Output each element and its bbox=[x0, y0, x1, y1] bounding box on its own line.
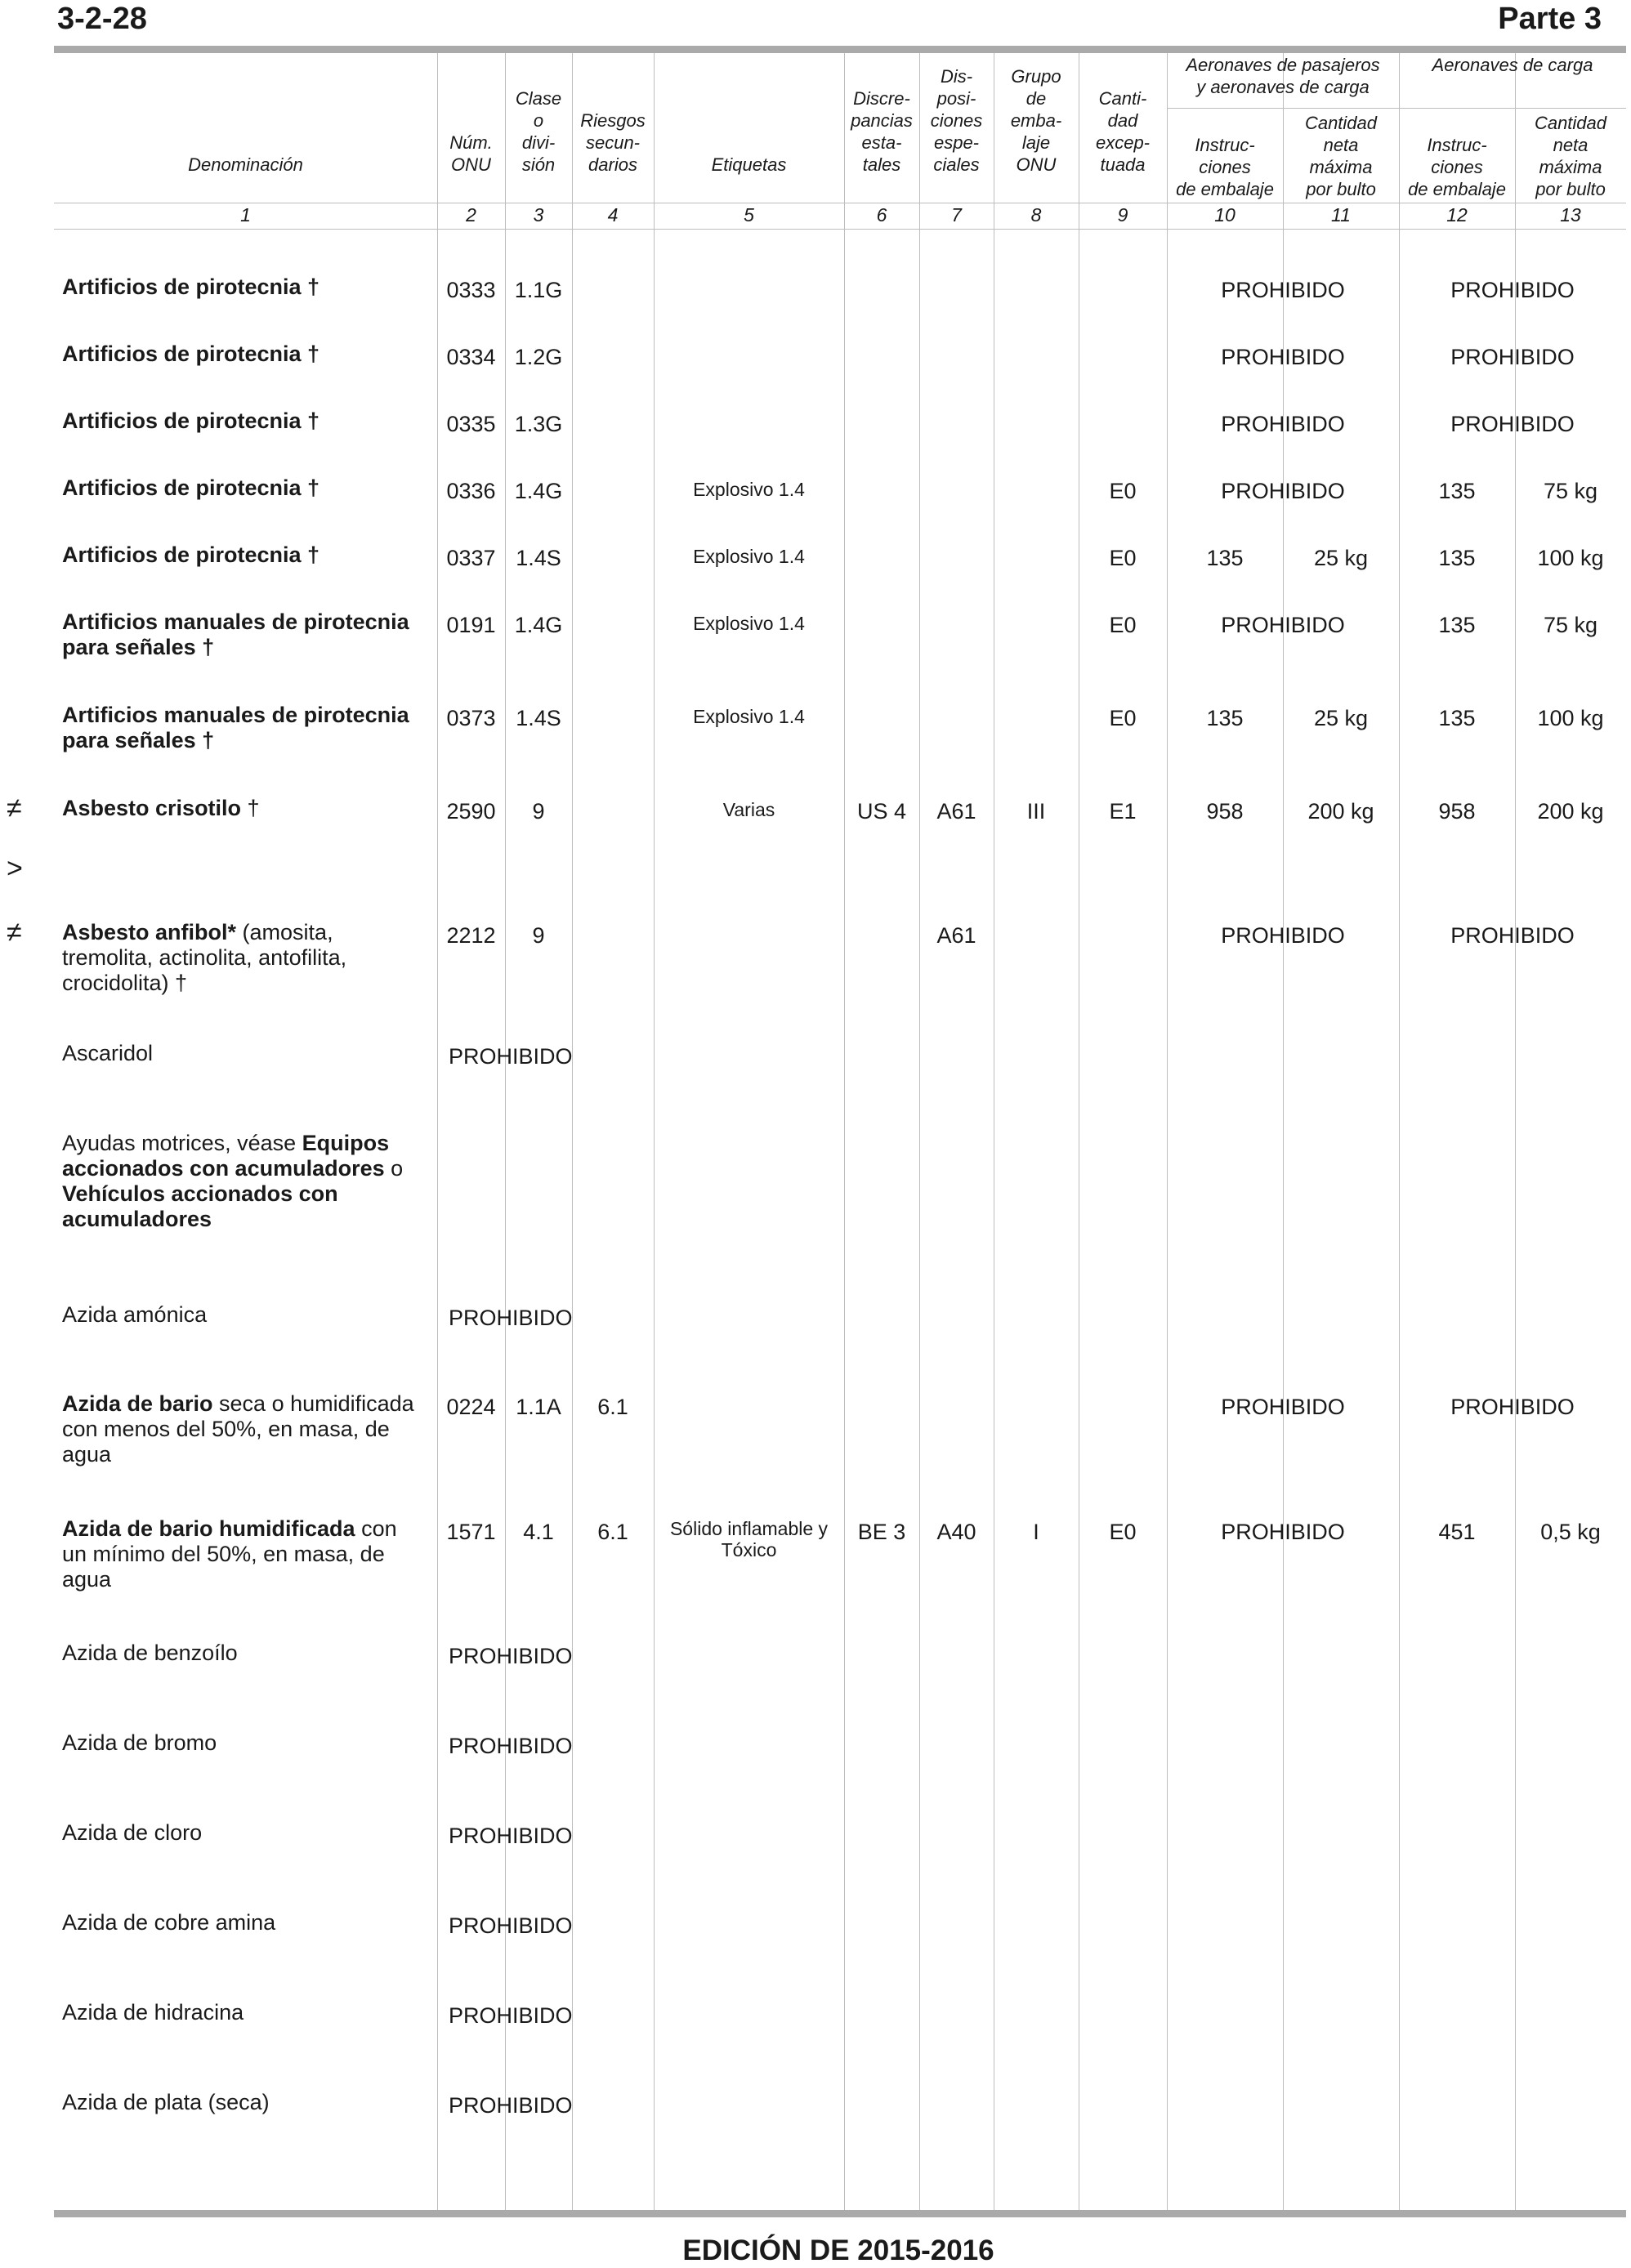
header-num-onu: Núm. ONU bbox=[449, 132, 493, 175]
excepted-quantity: E0 bbox=[1109, 546, 1137, 570]
header-carga-group: Aeronaves de carga bbox=[1432, 55, 1593, 75]
class-division: 1.4G bbox=[514, 613, 563, 637]
entry-name: Azida de cloro bbox=[62, 1820, 203, 1845]
passenger-prohibited: PROHIBIDO bbox=[1221, 412, 1345, 436]
entry-name: Ascaridol bbox=[62, 1041, 154, 1065]
passenger-max-net-quantity: 25 kg bbox=[1313, 546, 1369, 570]
passenger-prohibited: PROHIBIDO bbox=[1221, 613, 1345, 637]
header-etiquetas: Etiquetas bbox=[711, 154, 787, 175]
change-mark-not-equal: ≠ bbox=[7, 792, 22, 824]
cargo-packing-instruction: 135 bbox=[1438, 706, 1476, 730]
class-division: 1.1G bbox=[514, 278, 563, 302]
passenger-prohibited: PROHIBIDO bbox=[1221, 923, 1345, 948]
entry-name: Artificios de pirotecnia † bbox=[62, 409, 320, 433]
cargo-prohibited: PROHIBIDO bbox=[1450, 923, 1575, 948]
special-provision: A40 bbox=[936, 1520, 976, 1544]
change-mark-greater: > bbox=[7, 853, 23, 884]
header-cantidad-neta-cao: Cantidad neta máxima por bulto bbox=[1534, 113, 1607, 199]
class-division: 1.1A bbox=[516, 1395, 561, 1419]
change-mark-not-equal: ≠ bbox=[7, 917, 22, 948]
bottom-rule bbox=[54, 2210, 1626, 2217]
header-grupo: Grupo de emba- laje ONU bbox=[1010, 66, 1062, 175]
entry-name: Artificios manuales de pirotecnia para señales † bbox=[62, 609, 409, 659]
un-number: 0333 bbox=[446, 278, 496, 302]
passenger-prohibited: PROHIBIDO bbox=[1221, 1395, 1345, 1419]
entry-name: Artificios manuales de pirotecnia para señales † bbox=[62, 703, 409, 752]
hazard-label: Sólido inflamable y Tóxico bbox=[669, 1518, 829, 1560]
un-number: 2590 bbox=[446, 799, 496, 824]
entry-name: Azida de bario humidificada con un mínimo del 50%, en masa, de agua bbox=[62, 1516, 397, 1592]
cargo-max-net-quantity: 75 kg bbox=[1543, 613, 1598, 637]
excepted-quantity: E0 bbox=[1109, 613, 1137, 637]
passenger-packing-instruction: 135 bbox=[1206, 706, 1244, 730]
prohibited-status: PROHIBIDO bbox=[449, 1644, 573, 1668]
hazard-label: Explosivo 1.4 bbox=[693, 479, 805, 500]
cargo-packing-instruction: 135 bbox=[1438, 613, 1476, 637]
passenger-prohibited: PROHIBIDO bbox=[1221, 345, 1345, 369]
header-clase: Clase o divi- sión bbox=[515, 88, 562, 175]
cargo-max-net-quantity: 100 kg bbox=[1537, 706, 1604, 730]
un-number: 0224 bbox=[446, 1395, 496, 1419]
prohibited-status: PROHIBIDO bbox=[449, 1044, 573, 1069]
top-rule bbox=[54, 46, 1626, 53]
packing-group: I bbox=[1033, 1520, 1039, 1544]
class-division: 1.3G bbox=[514, 412, 563, 436]
header-disposiciones: Dis- posi- ciones espe- ciales bbox=[930, 66, 983, 175]
passenger-max-net-quantity: 200 kg bbox=[1307, 799, 1374, 824]
prohibited-status: PROHIBIDO bbox=[449, 1824, 573, 1848]
class-division: 4.1 bbox=[523, 1520, 554, 1544]
excepted-quantity: E0 bbox=[1109, 1520, 1137, 1544]
special-provision: A61 bbox=[936, 923, 976, 948]
passenger-prohibited: PROHIBIDO bbox=[1221, 1520, 1345, 1544]
subsidiary-risk: 6.1 bbox=[597, 1520, 628, 1544]
header-cantidad: Canti- dad excep- tuada bbox=[1095, 88, 1151, 175]
cargo-max-net-quantity: 75 kg bbox=[1543, 479, 1598, 503]
un-number: 0337 bbox=[446, 546, 496, 570]
passenger-prohibited: PROHIBIDO bbox=[1221, 278, 1345, 302]
passenger-max-net-quantity: 25 kg bbox=[1313, 706, 1369, 730]
cargo-prohibited: PROHIBIDO bbox=[1450, 278, 1575, 302]
prohibited-status: PROHIBIDO bbox=[449, 1913, 573, 1938]
header-discrepancias: Discre- pancias esta- tales bbox=[851, 88, 913, 175]
excepted-quantity: E0 bbox=[1109, 479, 1137, 503]
cross-reference-entry: Ayudas motrices, véase Equipos accionados con acumuladores o Vehículos accionados con acumuladores bbox=[62, 1131, 404, 1231]
un-number: 2212 bbox=[446, 923, 496, 948]
header-instrucciones-cao: Instruc- ciones de embalaje bbox=[1408, 135, 1506, 199]
cargo-max-net-quantity: 200 kg bbox=[1537, 799, 1604, 824]
un-number: 0336 bbox=[446, 479, 496, 503]
excepted-quantity: E0 bbox=[1109, 706, 1137, 730]
entry-name: Artificios de pirotecnia † bbox=[62, 542, 320, 567]
cargo-packing-instruction: 958 bbox=[1438, 799, 1476, 824]
class-division: 1.4S bbox=[516, 706, 561, 730]
un-number: 1571 bbox=[446, 1520, 496, 1544]
passenger-prohibited: PROHIBIDO bbox=[1221, 479, 1345, 503]
header-instrucciones-pax: Instruc- ciones de embalaje bbox=[1176, 135, 1274, 199]
page-number: 3-2-28 bbox=[57, 2, 147, 36]
hazard-label: Explosivo 1.4 bbox=[693, 546, 805, 567]
cargo-prohibited: PROHIBIDO bbox=[1450, 1395, 1575, 1419]
class-division: 9 bbox=[532, 923, 545, 948]
hazard-label: Varias bbox=[722, 799, 775, 820]
class-division: 1.4G bbox=[514, 479, 563, 503]
class-division: 1.2G bbox=[514, 345, 563, 369]
subsidiary-risk: 6.1 bbox=[597, 1395, 628, 1419]
edition-footer: EDICIÓN DE 2015-2016 bbox=[682, 2235, 994, 2266]
passenger-packing-instruction: 958 bbox=[1206, 799, 1244, 824]
hazard-label: Explosivo 1.4 bbox=[693, 706, 805, 727]
entry-name: Azida de bario seca o humidificada con menos del 50%, en masa, de agua bbox=[62, 1391, 414, 1467]
passenger-packing-instruction: 135 bbox=[1206, 546, 1244, 570]
cargo-prohibited: PROHIBIDO bbox=[1450, 412, 1575, 436]
prohibited-status: PROHIBIDO bbox=[449, 1734, 573, 1758]
entry-name: Artificios de pirotecnia † bbox=[62, 342, 320, 366]
cargo-max-net-quantity: 0,5 kg bbox=[1540, 1520, 1601, 1544]
prohibited-status: PROHIBIDO bbox=[449, 1306, 573, 1330]
class-division: 1.4S bbox=[516, 546, 561, 570]
entry-name: Azida de plata (seca) bbox=[62, 2090, 270, 2114]
un-number: 0335 bbox=[446, 412, 496, 436]
un-number: 0334 bbox=[446, 345, 496, 369]
cargo-prohibited: PROHIBIDO bbox=[1450, 345, 1575, 369]
excepted-quantity: E1 bbox=[1109, 799, 1137, 824]
entry-name: Artificios de pirotecnia † bbox=[62, 475, 320, 500]
state-variation: US 4 bbox=[856, 799, 907, 824]
cargo-max-net-quantity: 100 kg bbox=[1537, 546, 1604, 570]
hazard-label: Explosivo 1.4 bbox=[693, 613, 805, 634]
packing-group: III bbox=[1026, 799, 1046, 824]
prohibited-status: PROHIBIDO bbox=[449, 2003, 573, 2028]
header-riesgos: Riesgos secun- darios bbox=[580, 110, 646, 175]
entry-name: Azida de bromo bbox=[62, 1730, 217, 1755]
prohibited-status: PROHIBIDO bbox=[449, 2093, 573, 2118]
cargo-packing-instruction: 135 bbox=[1438, 479, 1476, 503]
class-division: 9 bbox=[532, 799, 545, 824]
entry-name: Asbesto crisotilo † bbox=[62, 796, 260, 820]
header-denominacion: Denominación bbox=[188, 154, 303, 175]
entry-name: Azida amónica bbox=[62, 1302, 208, 1327]
un-number: 0191 bbox=[446, 613, 496, 637]
un-number: 0373 bbox=[446, 706, 496, 730]
state-variation: BE 3 bbox=[857, 1520, 906, 1544]
entry-name: Azida de benzoílo bbox=[62, 1641, 238, 1665]
cargo-packing-instruction: 451 bbox=[1438, 1520, 1476, 1544]
header-cantidad-neta-pax: Cantidad neta máxima por bulto bbox=[1304, 113, 1378, 199]
entry-name: Azida de cobre amina bbox=[62, 1910, 276, 1935]
entry-name: Azida de hidracina bbox=[62, 2000, 244, 2025]
special-provision: A61 bbox=[936, 799, 976, 824]
entry-name: Asbesto anfibol* (amosita, tremolita, actinolita, antofilita, crocidolita) † bbox=[62, 920, 347, 995]
entry-name: Artificios de pirotecnia † bbox=[62, 275, 320, 299]
part-label: Parte 3 bbox=[1498, 2, 1602, 36]
header-pasajeros-group: Aeronaves de pasajeros y aeronaves de carga bbox=[1186, 55, 1380, 97]
cargo-packing-instruction: 135 bbox=[1438, 546, 1476, 570]
